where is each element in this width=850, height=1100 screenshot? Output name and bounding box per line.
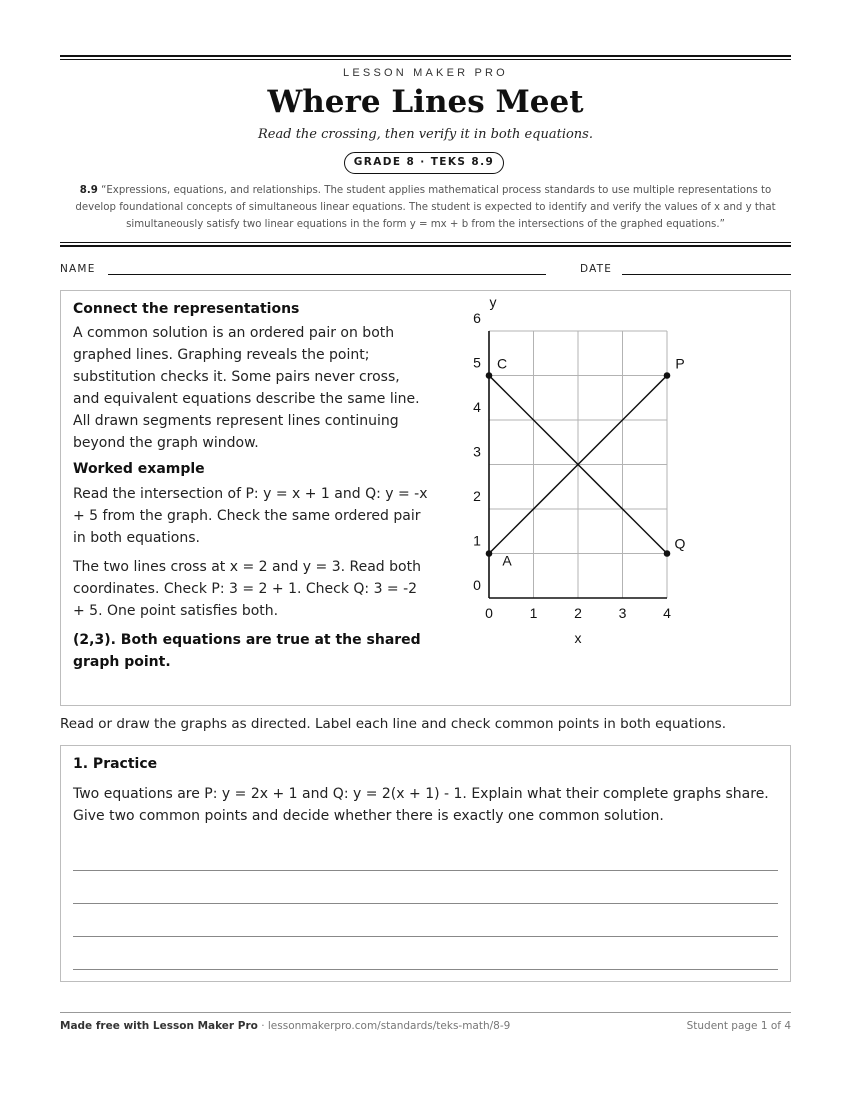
y-tick-label: 4	[473, 399, 481, 415]
footer-url[interactable]: lessonmakerpro.com/standards/teks-math/8-9	[267, 1020, 511, 1032]
point-label-p: P	[675, 355, 685, 372]
practice-prompt: Two equations are P: y = 2x + 1 and Q: y = 2(x + 1) - 1. Explain what their complete graphs share. Give two common points and decide whether there is exactly one common solution.	[73, 786, 769, 824]
grade-badge: GRADE 8 · TEKS 8.9	[344, 152, 504, 174]
answer-line[interactable]	[73, 903, 778, 904]
y-tick-label: 5	[473, 354, 481, 371]
connect-text-column	[73, 301, 429, 673]
data-point	[486, 372, 493, 379]
x-tick-label: 3	[618, 605, 627, 621]
data-point	[486, 550, 493, 557]
standard-description	[60, 182, 791, 233]
y-axis-label: y	[489, 294, 497, 310]
date-field[interactable]	[622, 274, 791, 275]
worksheet-page	[60, 0, 791, 1100]
worked-example-prompt: Read the intersection of P: y = x + 1 and Q: y = -x + 5 from the graph. Check the same ordered pair in both equations.	[73, 486, 428, 546]
worked-example-heading: Worked example	[73, 461, 205, 477]
x-tick-label: 4	[663, 605, 671, 621]
point-label-q: Q	[674, 535, 686, 552]
y-tick-label: 3	[473, 443, 481, 460]
x-tick-label: 0	[485, 605, 493, 621]
standard-text: “Expressions, equations, and relationships. The student applies mathematical process standards to use multiple representations to develop foundational concepts of simultaneous linear equations. The student is expected to identify and verify the values of x and y that simultaneously satisfy two linear equations in the form y = mx + b from the intersections of the graphed equations.”	[75, 185, 776, 230]
y-tick-label: 1	[473, 532, 481, 549]
worked-example-answer: (2,3). Both equations are true at the shared graph point.	[73, 632, 421, 670]
page-title: Where Lines Meet	[267, 84, 584, 120]
data-point	[664, 550, 671, 557]
brand-name: LESSON MAKER PRO	[343, 67, 508, 79]
y-tick-label: 0	[473, 577, 481, 593]
footer-made-with: Made free with Lesson Maker Pro	[60, 1020, 258, 1032]
top-rule	[60, 55, 791, 57]
connect-body: A common solution is an ordered pair on both graphed lines. Graphing reveals the point; substitution checks it. Some pairs never cross, and equivalent equations describe the same line. All drawn segments represent lines continuing beyond the graph window.	[73, 325, 420, 451]
header-bottom-rule-thick	[60, 245, 791, 247]
x-axis-label: x	[574, 630, 582, 646]
point-label-c: C	[496, 355, 508, 372]
name-label: NAME	[60, 263, 96, 275]
point-label-a: A	[502, 552, 512, 569]
footer-rule	[60, 1012, 791, 1013]
x-tick-label: 1	[529, 605, 538, 621]
page-subtitle: Read the crossing, then verify it in both equations.	[258, 127, 593, 142]
x-tick-label: 2	[574, 605, 582, 621]
name-field[interactable]	[108, 274, 546, 275]
footer-credit	[60, 1020, 510, 1032]
footer-separator: ·	[257, 1020, 268, 1032]
connect-heading: Connect the representations	[73, 301, 300, 317]
practice-heading: 1. Practice	[73, 756, 158, 772]
answer-line[interactable]	[73, 969, 778, 970]
worked-example-explanation: The two lines cross at x = 2 and y = 3. Read both coordinates. Check P: 3 = 2 + 1. Check Q: 3 = -2 + 5. One point satisfies both.	[73, 559, 421, 619]
top-rule-inner	[60, 59, 791, 60]
standard-code: 8.9	[79, 185, 98, 196]
answer-line[interactable]	[73, 936, 778, 937]
connect-section	[60, 290, 791, 706]
header-bottom-rule	[60, 242, 791, 243]
practice-section	[60, 745, 791, 982]
y-tick-label: 2	[473, 488, 481, 504]
intersection-graph	[443, 294, 763, 653]
instructions: Read or draw the graphs as directed. Label each line and check common points in both equations.	[60, 716, 726, 732]
y-tick-label: 6	[473, 310, 481, 326]
data-point	[664, 372, 671, 379]
footer-page-number: Student page 1 of 4	[686, 1020, 791, 1032]
answer-line[interactable]	[73, 870, 778, 871]
date-label: DATE	[580, 263, 613, 275]
